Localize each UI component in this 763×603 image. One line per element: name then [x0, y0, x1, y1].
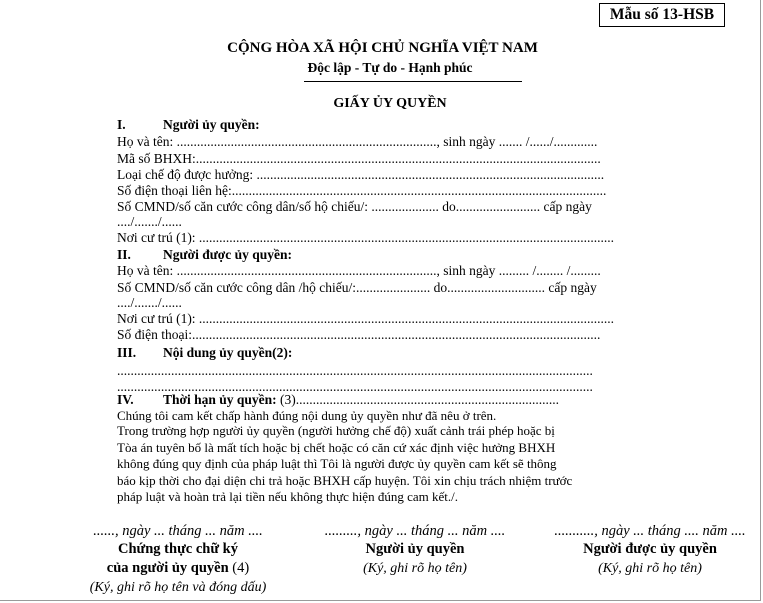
section-2-title: Người được ủy quyền:	[163, 247, 293, 262]
signature-note: (Ký, ghi rõ họ tên và đóng dấu)	[89, 580, 267, 595]
field-grantor-name: Họ và tên: ............................................................................., sinh ngày ....... /....../.............	[117, 134, 598, 149]
commitment-paragraph: Trong trường hợp người ủy quyền (người hưởng chế độ) xuất cảnh trái phép hoặc bị Tòa án tuyên bố là mất tích hoặc bị chết hoặc có căn cứ xác định việc hưởng BHXH không đúng quy định của pháp luật thì Tôi là người được ủy quyền cam kết sẽ thông báo kịp thời cho đại diện chi trả hoặc BHXH cấp huyện. Tôi xin chịu trách nhiệm trước pháp luật và hoàn trả lại tiền nếu không thực hiện đúng cam kết./.	[117, 423, 573, 505]
signature-date: ..........., ngày ... tháng .... năm ....	[554, 523, 746, 539]
signature-block-grantee	[530, 522, 763, 578]
motto: Độc lập - Tự do - Hạnh phúc	[307, 60, 473, 75]
section-4-number: IV.	[117, 392, 134, 407]
section-1-heading	[117, 116, 260, 133]
section-3-title: Nội dung ủy quyền(2):	[163, 345, 293, 360]
field-grantee-phone: Số điện thoại:.........................................................................................................................	[117, 327, 601, 342]
field-grantor-social-insurance-code: Mã số BHXH:........................................................................................................................	[117, 151, 601, 166]
field-grantor-id-date: ..../......./......	[117, 214, 182, 229]
signature-role: Chứng thực chữ ký	[118, 541, 238, 557]
field-grantor-benefit-type: Loại chế độ được hưởng: .......................................................................................................	[117, 167, 605, 182]
document-title: GIẤY ỦY QUYỀN	[333, 96, 447, 111]
signature-block-certification	[58, 522, 298, 597]
commitment-statement: Chúng tôi cam kết chấp hành đúng nội dung ủy quyền như đã nêu ở trên.	[117, 408, 497, 423]
section-3-heading	[117, 344, 292, 361]
section-4-title: Thời hạn ủy quyền:	[163, 392, 277, 407]
section-3-number: III.	[117, 345, 137, 360]
section-4-duration-field: (3)..............................................................................	[276, 392, 560, 407]
section-2-heading	[117, 246, 292, 263]
signature-role: Người được ủy quyền	[583, 541, 717, 557]
signature-note: (Ký, ghi rõ họ tên)	[598, 561, 702, 576]
footnote-ref: (4)	[228, 560, 250, 576]
nation-header: CỘNG HÒA XÃ HỘI CHỦ NGHĨA VIỆT NAM	[227, 40, 538, 56]
signature-date: ........., ngày ... tháng ... năm ....	[324, 523, 506, 539]
field-grantee-id-date: ..../......./......	[117, 295, 182, 310]
section-1-number: I.	[117, 117, 126, 132]
field-grantee-id: Số CMND/số căn cước công dân /hộ chiếu/:...................... do............................. cấp ngày	[117, 280, 597, 295]
field-grantor-residence: Nơi cư trú (1): ...........................................................................................................................	[117, 230, 615, 245]
signature-block-grantor	[305, 522, 525, 578]
section-1-title: Người ủy quyền:	[163, 117, 260, 132]
field-grantor-id: Số CMND/số căn cước công dân/số hộ chiếu/: .................... do......................... cấp ngày	[117, 199, 592, 214]
section-4-heading	[117, 391, 559, 408]
section-2-number: II.	[117, 247, 131, 262]
signature-note: (Ký, ghi rõ họ tên)	[363, 561, 467, 576]
authorization-content-line: .............................................................................................................................................	[117, 379, 593, 394]
signature-role-line2: của người ủy quyền (4)	[106, 560, 250, 576]
motto-underline	[304, 81, 522, 82]
field-grantor-phone: Số điện thoại liên hệ:...............................................................................................................	[117, 183, 607, 198]
signature-date: ......, ngày ... tháng ... năm ....	[93, 523, 263, 539]
authorization-content-line: .............................................................................................................................................	[117, 363, 593, 378]
signature-role: Người ủy quyền	[365, 541, 465, 557]
form-code-box: Mẫu số 13-HSB	[599, 3, 725, 27]
field-grantee-name: Họ và tên: ............................................................................., sinh ngày ......... /........ /.........	[117, 263, 601, 278]
field-grantee-residence: Nơi cư trú (1): ...........................................................................................................................	[117, 311, 615, 326]
